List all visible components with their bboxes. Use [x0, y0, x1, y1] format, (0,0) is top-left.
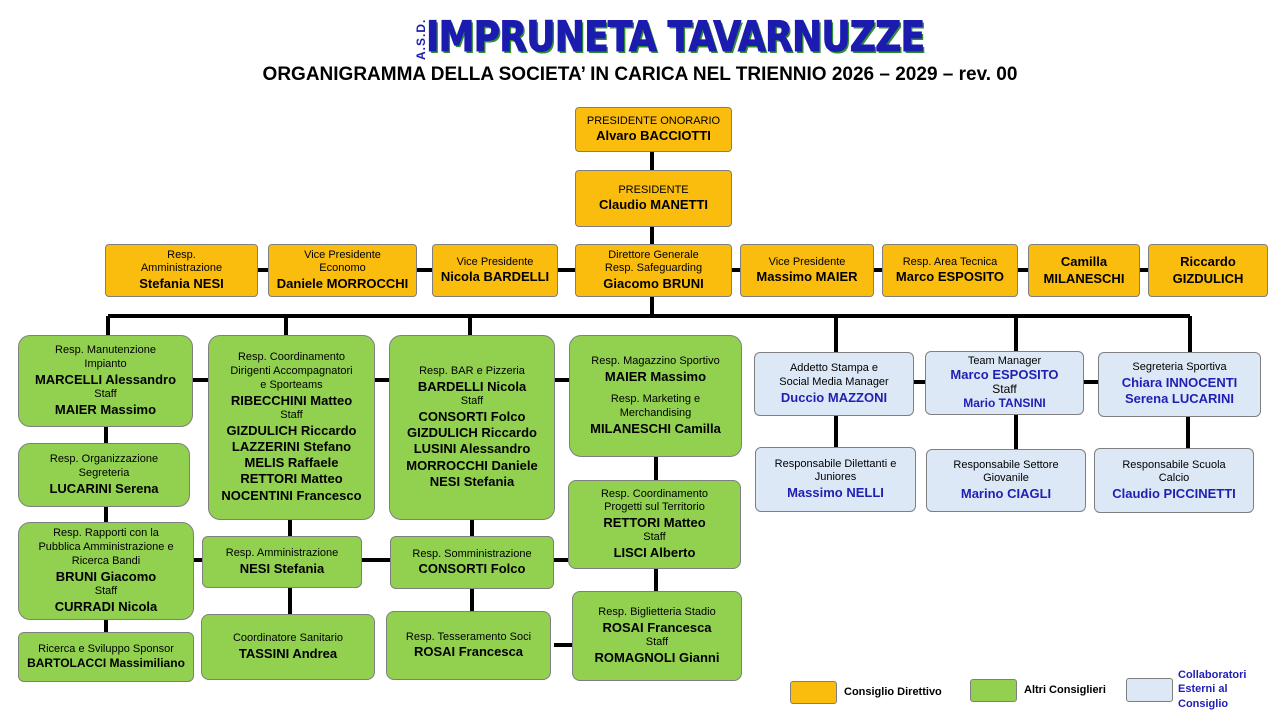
box-addetto-stampa: [754, 352, 914, 416]
role-name: ROSAI Francesca: [602, 619, 712, 635]
role-name: Massimo NELLI: [787, 485, 884, 501]
box-presidente-onorario: [575, 107, 732, 152]
staff-names: LISCI Alberto: [613, 545, 696, 561]
role-name: Daniele MORROCCHI: [276, 276, 409, 292]
box-vp-bardelli: [432, 244, 558, 297]
role-title: Resp. Coordinamento Progetti sul Territorio: [600, 487, 708, 514]
box-area-tecnica: [882, 244, 1018, 297]
staff-names: Mario TANSINI: [963, 395, 1046, 410]
role-title: Resp. Amministrazione: [225, 547, 339, 559]
staff-label: Staff: [280, 408, 303, 421]
box-resp-amministrazione-top: [105, 244, 258, 297]
role-title: Segreteria Sportiva: [1132, 361, 1227, 374]
staff-label: Staff: [645, 636, 669, 648]
role-name: Stefania NESI: [139, 276, 224, 292]
role-title: Resp. Area Tecnica: [902, 255, 998, 268]
role-name: BARTOLACCI Massimiliano: [27, 656, 185, 671]
role-title: Vice Presidente: [456, 255, 534, 268]
role-title: Direttore Generale Resp. Safeguarding: [604, 248, 703, 275]
box-bar-pizzeria: [389, 335, 555, 520]
box-dilettanti-juniores: [755, 447, 916, 512]
role-name: LUCARINI Serena: [49, 480, 159, 496]
role-title: Resp. Organizzazione Segreteria: [49, 453, 159, 479]
box-vp-maier: [740, 244, 874, 297]
role-name: ROSAI Francesca: [413, 644, 524, 660]
box-coordinamento-dirigenti: [208, 335, 375, 520]
role-title: Resp. Amministrazione: [140, 248, 223, 275]
box-segreteria-sportiva: [1098, 352, 1261, 417]
legend-label-altri-consiglieri: Altri Consiglieri: [1024, 684, 1106, 696]
box-team-manager: [925, 351, 1084, 415]
box-organizzazione-segreteria: [18, 443, 190, 507]
box-resp-amministrazione: [202, 536, 362, 588]
role-name: Marco ESPOSITO: [950, 367, 1059, 383]
box-magazzino: [569, 335, 742, 457]
staff-label: Staff: [992, 381, 1017, 396]
box-progetti-territorio: [568, 480, 741, 569]
role-title: Resp. BAR e Pizzeria: [419, 365, 525, 377]
box-direttore-generale: [575, 244, 732, 297]
role-name: TASSINI Andrea: [238, 645, 338, 661]
staff-label: Staff: [643, 531, 666, 544]
role-name: BARDELLI Nicola: [417, 378, 527, 394]
box-sponsor: [18, 632, 194, 682]
role-name: Duccio MAZZONI: [780, 389, 888, 405]
staff-label: Staff: [94, 584, 118, 597]
role-name: Alvaro BACCIOTTI: [596, 128, 711, 144]
staff-names: CURRADI Nicola: [54, 598, 158, 614]
role-title: Responsabile Scuola Calcio: [1122, 458, 1226, 485]
club-name: IMPRUNETA TAVARNUZZE: [426, 12, 925, 61]
role-name: Riccardo GIZDULICH: [1172, 254, 1244, 286]
box-manutenzione: [18, 335, 193, 427]
role-name: Massimo MAIER: [756, 269, 858, 285]
role-name: CONSORTI Folco: [418, 561, 526, 577]
role-title: Resp. Biglietteria Stadio: [598, 606, 716, 618]
staff-names: MAIER Massimo: [54, 401, 157, 417]
role-name: BRUNI Giacomo: [55, 568, 157, 584]
box-tesseramento: [386, 611, 551, 680]
legend-swatch-collaboratori-esterni: [1126, 678, 1173, 702]
staff-label: Staff: [460, 395, 484, 407]
role-title: Responsabile Dilettanti e Juniores: [774, 457, 897, 484]
box-settore-giovanile: [926, 449, 1086, 512]
role-name: NESI Stefania: [239, 560, 325, 576]
staff-names: CONSORTI Folco GIZDULICH Riccardo LUSINI Alessandro MORROCCHI Daniele NESI Stefania: [406, 408, 538, 489]
role-name: Marino CIAGLI: [960, 486, 1052, 502]
role-title: Responsabile Settore Giovanile: [953, 458, 1059, 485]
role-title: Ricerca e Sviluppo Sponsor: [38, 642, 174, 655]
role-title: Resp. Somministrazione: [412, 547, 532, 560]
role-title: Vice Presidente: [768, 255, 846, 268]
role-title: PRESIDENTE: [618, 183, 689, 196]
role-title: PRESIDENTE ONORARIO: [586, 114, 721, 127]
role-title: Resp. Magazzino Sportivo: [591, 355, 720, 368]
staff-label: Staff: [94, 387, 117, 400]
box-gizdulich-riccardo: [1148, 244, 1268, 297]
box-vp-economo: [268, 244, 417, 297]
role-title: Vice Presidente Economo: [304, 248, 381, 275]
legend-swatch-consiglio-direttivo: [790, 681, 837, 704]
role-name: RIBECCHINI Matteo: [230, 392, 353, 408]
page-subtitle: ORGANIGRAMMA DELLA SOCIETA’ IN CARICA NEL TRIENNIO 2026 – 2029 – rev. 00: [262, 64, 1018, 85]
legend-label-collaboratori-esterni: Collaboratori Esterni al Consiglio: [1178, 669, 1247, 710]
role-name: Chiara INNOCENTI Serena LUCARINI: [1121, 375, 1238, 407]
role-name: RETTORI Matteo: [603, 515, 706, 531]
role-name: Nicola BARDELLI: [440, 269, 550, 285]
role-title: Resp. Tesseramento Soci: [405, 630, 532, 643]
role-title: Addetto Stampa e Social Media Manager: [779, 362, 889, 388]
role-name: Marco ESPOSITO: [895, 269, 1005, 285]
staff-names: ROMAGNOLI Gianni: [594, 649, 720, 665]
logo-asd: A.S.D.: [414, 18, 428, 60]
role-name: Claudio PICCINETTI: [1112, 486, 1236, 502]
box-coordinatore-sanitario: [201, 614, 375, 680]
role-title: Team Manager: [967, 355, 1042, 368]
role-name: MARCELLI Alessandro: [34, 371, 177, 387]
legend-swatch-altri-consiglieri: [970, 679, 1017, 702]
staff-names: GIZDULICH Riccardo LAZZERINI Stefano MELIS Raffaele RETTORI Matteo NOCENTINI Francesco: [221, 422, 362, 503]
role-name: MAIER Massimo: [604, 368, 707, 384]
role-name: Camilla MILANESCHI: [1043, 254, 1125, 286]
role-title: Resp. Rapporti con la Pubblica Amministrazione e Ricerca Bandi: [38, 527, 174, 567]
role-title-2: Resp. Marketing e Merchandising: [610, 393, 701, 419]
box-rapporti-pa: [18, 522, 194, 620]
legend-label-consiglio-direttivo: Consiglio Direttivo: [844, 686, 942, 698]
box-biglietteria: [572, 591, 742, 681]
role-name: Claudio MANETTI: [598, 197, 709, 213]
role-name: Giacomo BRUNI: [603, 276, 704, 292]
role-name-2: MILANESCHI Camilla: [590, 420, 721, 436]
role-title: Coordinatore Sanitario: [232, 632, 344, 644]
box-presidente: [575, 170, 732, 227]
role-title: Resp. Coordinamento Dirigenti Accompagnatori e Sporteams: [230, 351, 353, 391]
club-logo: [390, 12, 925, 61]
box-scuola-calcio: [1094, 448, 1254, 513]
box-milaneschi: [1028, 244, 1140, 297]
box-somministrazione: [390, 536, 554, 589]
role-title: Resp. Manutenzione Impianto: [55, 344, 156, 370]
